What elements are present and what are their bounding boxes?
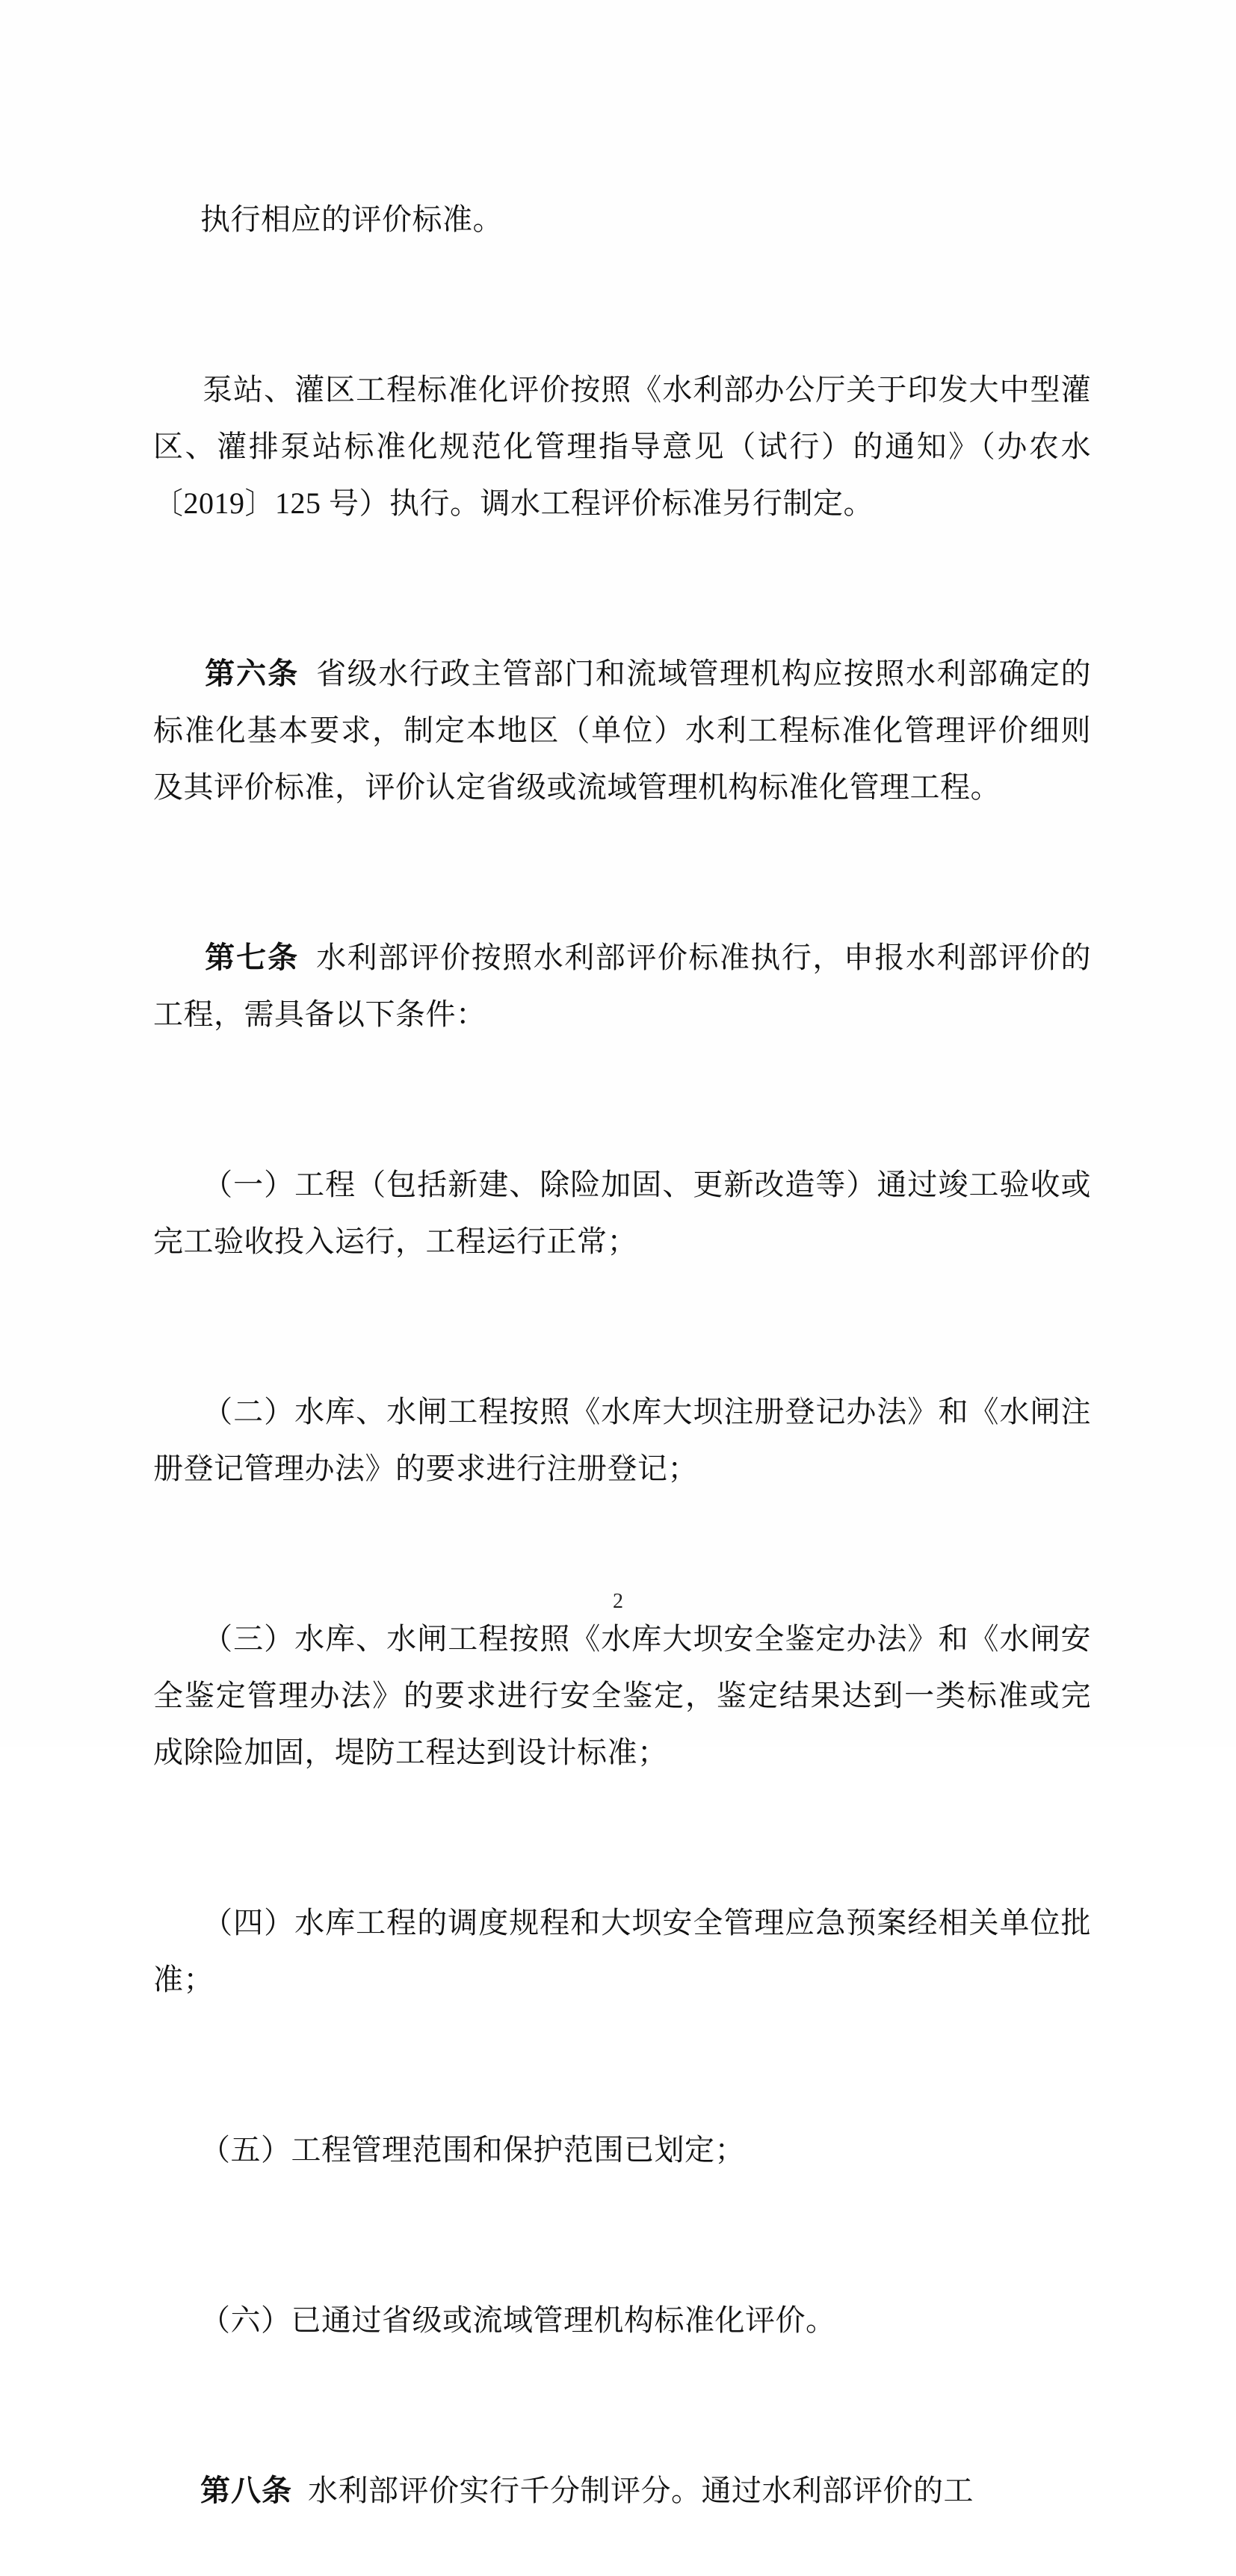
paragraph — [153, 305, 1091, 589]
list-item — [153, 2235, 1091, 2406]
page-number: 2 — [613, 1590, 623, 1613]
list-item — [153, 1327, 1091, 1554]
paragraph-text: 泵站、灌区工程标准化评价按照《水利部办公厅关于印发大中型灌区、灌排泵站标准化规范化管理指导意见（试行）的通知》（办农水〔2019〕125 号）执行。调水工程评价标准另行制定。 — [153, 373, 1092, 520]
article-label: 第七条 — [205, 941, 300, 974]
paragraph-text: （四）水库工程的调度规程和大坝安全管理应急预案经相关单位批准； — [153, 1906, 1092, 1996]
paragraph-text: （五）工程管理范围和保护范围已划定； — [200, 2133, 745, 2167]
paragraph-text: 水利部评价按照水利部评价标准执行，申报水利部评价的工程，需具备以下条件： — [153, 941, 1092, 1031]
article-label: 第八条 — [200, 2474, 292, 2507]
article-label: 第六条 — [205, 657, 300, 690]
paragraph-text: （一）工程（包括新建、除险加固、更新改造等）通过竣工验收或完工验收投入运行，工程运行正常； — [153, 1168, 1092, 1258]
paragraph-text: 水利部评价实行千分制评分。通过水利部评价的工 — [308, 2474, 974, 2507]
article-paragraph — [153, 873, 1091, 1100]
document-body — [153, 134, 1091, 2576]
paragraph-text: （二）水库、水闸工程按照《水库大坝注册登记办法》和《水闸注册登记管理办法》的要求进行注册登记； — [153, 1395, 1092, 1485]
paragraph-text: （三）水库、水闸工程按照《水库大坝安全鉴定办法》和《水闸安全鉴定管理办法》的要求进行安全鉴定，鉴定结果达到一类标准或完成除险加固，堤防工程达到设计标准； — [153, 1622, 1092, 1769]
paragraph-text: 执行相应的评价标准。 — [200, 202, 503, 236]
list-item — [153, 1100, 1091, 1327]
paragraph-text: 省级水行政主管部门和流域管理机构应按照水利部确定的标准化基本要求，制定本地区（单位）水利工程标准化管理评价细则及其评价标准，评价认定省级或流域管理机构标准化管理工程。 — [153, 657, 1092, 804]
list-item — [153, 1838, 1091, 2065]
list-item — [153, 2065, 1091, 2235]
paragraph — [153, 134, 1091, 305]
article-paragraph — [153, 589, 1091, 873]
article-paragraph — [153, 2406, 1091, 2576]
paragraph-text: （六）已通过省级或流域管理机构标准化评价。 — [200, 2303, 836, 2337]
